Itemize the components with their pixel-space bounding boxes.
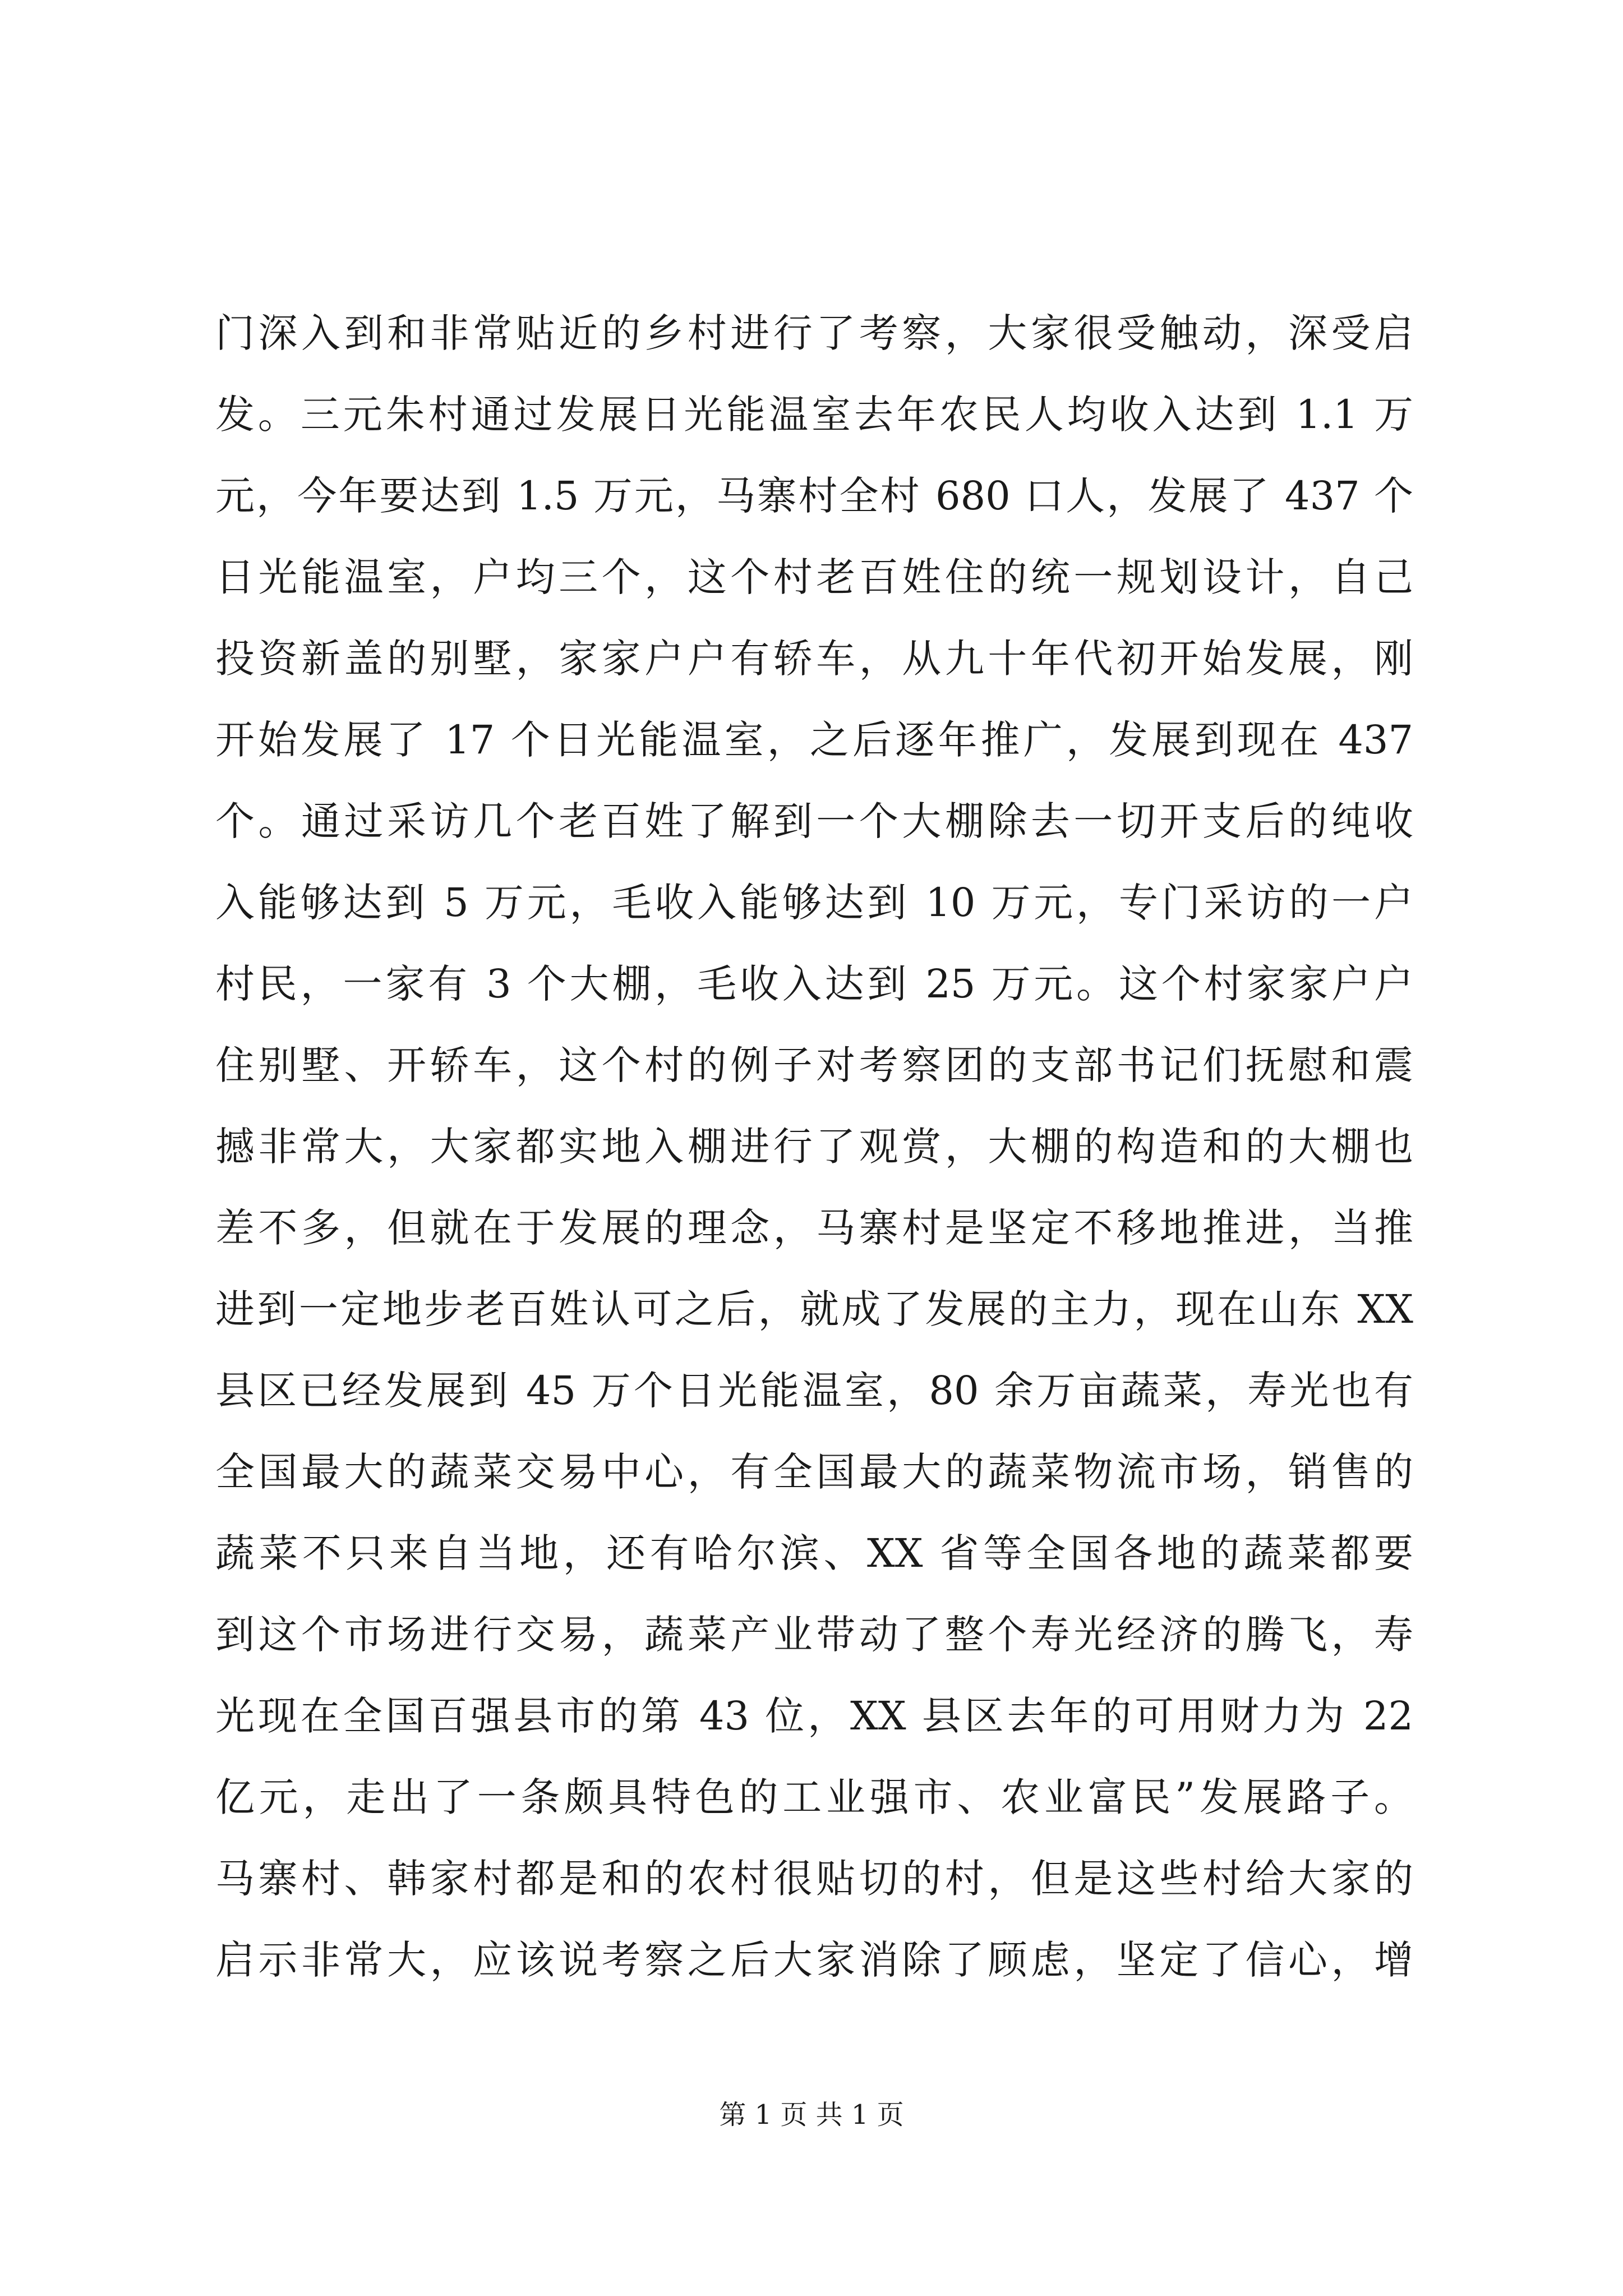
page-footer: 第 1 页 共 1 页 bbox=[719, 2099, 904, 2131]
text-line: 马寨村、韩家村都是和的农村很贴切的村，但是这些村给大家的 bbox=[215, 1856, 1413, 1902]
text-line: 进到一定地步老百姓认可之后，就成了发展的主力，现在山东 XX bbox=[215, 1286, 1413, 1332]
text-line: 全国最大的蔬菜交易中心，有全国最大的蔬菜物流市场，销售的 bbox=[215, 1449, 1413, 1495]
text-line: 投资新盖的别墅，家家户户有轿车，从九十年代初开始发展，刚 bbox=[215, 636, 1413, 682]
text-line: 发。三元朱村通过发展日光能温室去年农民人均收入达到 1.1 万 bbox=[215, 392, 1413, 438]
body-text bbox=[215, 293, 1413, 2001]
text-line: 差不多，但就在于发展的理念，马寨村是坚定不移地推进，当推 bbox=[215, 1205, 1413, 1251]
text-line: 开始发展了 17 个日光能温室，之后逐年推广，发展到现在 437 bbox=[215, 717, 1413, 763]
text-line: 光现在全国百强县市的第 43 位，XX 县区去年的可用财力为 22 bbox=[215, 1693, 1413, 1739]
text-line: 撼非常大，大家都实地入棚进行了观赏，大棚的构造和的大棚也 bbox=[215, 1124, 1413, 1170]
text-line: 日光能温室，户均三个，这个村老百姓住的统一规划设计，自己 bbox=[215, 554, 1413, 600]
text-line: 蔬菜不只来自当地，还有哈尔滨、XX 省等全国各地的蔬菜都要 bbox=[215, 1530, 1413, 1576]
text-line: 村民，一家有 3 个大棚，毛收入达到 25 万元。这个村家家户户 bbox=[215, 961, 1413, 1007]
text-line: 到这个市场进行交易，蔬菜产业带动了整个寿光经济的腾飞，寿 bbox=[215, 1612, 1413, 1658]
text-line: 个。通过采访几个老百姓了解到一个大棚除去一切开支后的纯收 bbox=[215, 798, 1413, 844]
text-line: 门深入到和非常贴近的乡村进行了考察，大家很受触动，深受启 bbox=[215, 310, 1413, 356]
text-line: 亿元，走出了一条颇具特色的工业强市、农业富民”发展路子。 bbox=[215, 1774, 1413, 1820]
text-line: 元，今年要达到 1.5 万元，马寨村全村 680 口人，发展了 437 个 bbox=[215, 473, 1413, 519]
text-line: 住别墅、开轿车，这个村的例子对考察团的支部书记们抚慰和震 bbox=[215, 1042, 1413, 1088]
text-line: 入能够达到 5 万元，毛收入能够达到 10 万元，专门采访的一户 bbox=[215, 880, 1413, 926]
text-line: 启示非常大，应该说考察之后大家消除了顾虑，坚定了信心，增 bbox=[215, 1937, 1413, 1983]
text-line: 县区已经发展到 45 万个日光能温室，80 余万亩蔬菜，寿光也有 bbox=[215, 1368, 1413, 1414]
